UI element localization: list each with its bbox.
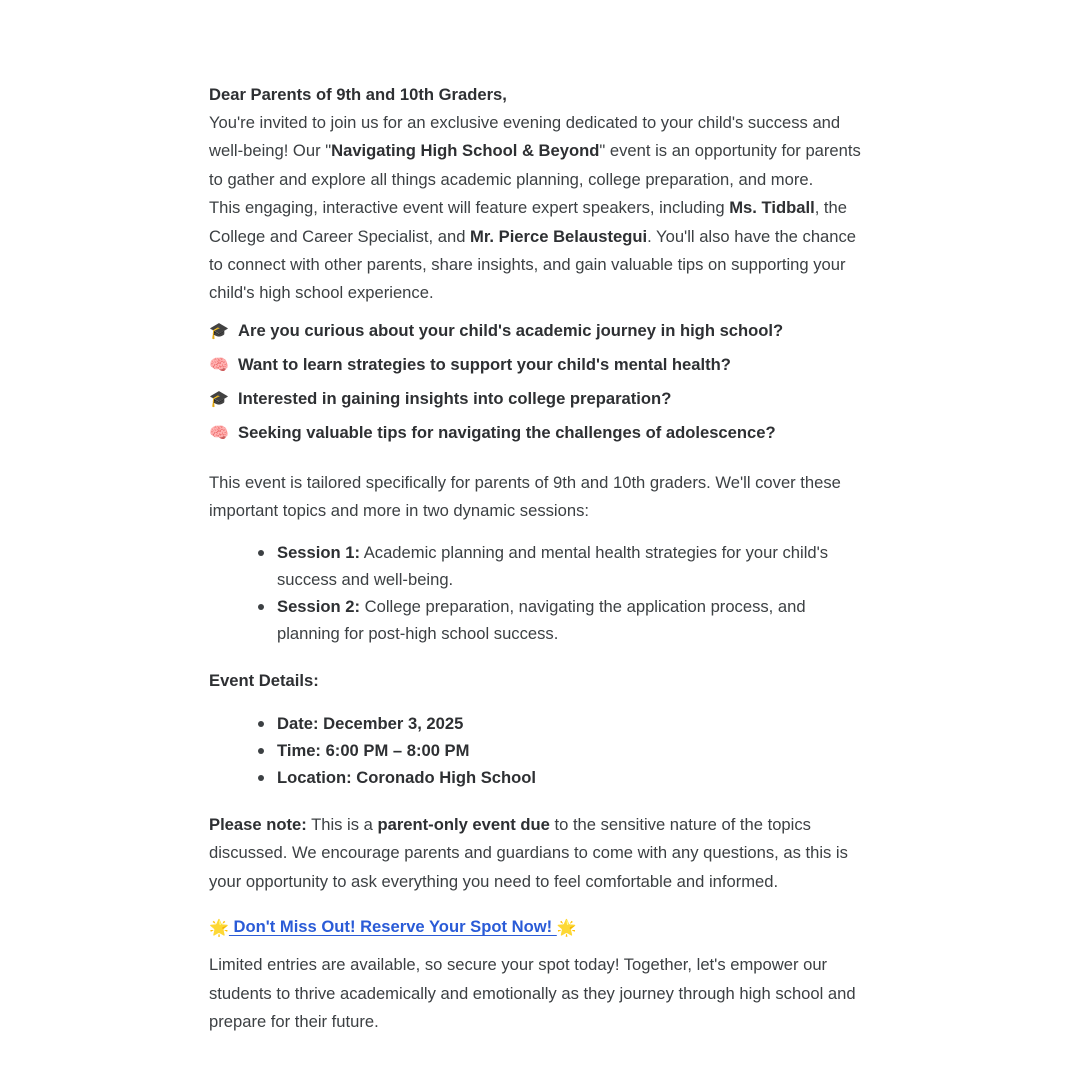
graduation-cap-icon: 🎓: [209, 389, 229, 409]
sessions-list: [209, 539, 861, 647]
sparkle-icon-right: 🌟: [556, 918, 577, 938]
list-item: [209, 348, 861, 382]
list-item: [209, 382, 861, 416]
question-text: Want to learn strategies to support your child's mental health?: [238, 355, 731, 375]
list-item: [277, 539, 861, 593]
list-item: [277, 593, 861, 647]
parent-only-emphasis: parent-only event due: [377, 814, 550, 834]
closing-paragraph: Limited entries are available, so secure your spot today! Together, let's empower our students to thrive academically and emotionally as they journey through high school and prepare for their future.: [209, 955, 856, 1031]
salutation: Dear Parents of 9th and 10th Graders,: [209, 85, 507, 104]
speaker-name-tidball: Ms. Tidball: [729, 198, 815, 218]
list-item: Date: December 3, 2025: [277, 710, 861, 737]
list-item: [209, 314, 861, 348]
brain-icon: 🧠: [209, 355, 229, 375]
intro-paragraph: [209, 109, 861, 194]
speaker-name-belaustegui: Mr. Pierce Belaustegui: [470, 226, 648, 246]
brain-icon: 🧠: [209, 423, 229, 443]
event-name: Navigating High School & Beyond: [331, 141, 600, 161]
speakers-text-3: . You'll also have the chance to connect with other parents, share insights, and gain valuable tips on supporting your child's high school experience.: [209, 226, 857, 303]
question-text: Interested in gaining insights into college preparation?: [238, 389, 672, 409]
intro-text-after: " event is an opportunity for parents to gather and explore all things academic planning, college preparation, and more.: [209, 141, 861, 189]
speakers-paragraph: [209, 194, 861, 308]
reserve-spot-link[interactable]: Don't Miss Out! Reserve Your Spot Now!: [228, 917, 557, 937]
list-item: [209, 416, 861, 450]
speakers-text-1: This engaging, interactive event will feature expert speakers, including: [209, 198, 730, 218]
session-label: Session 1:: [277, 543, 361, 563]
speakers-text-2: , the College and Career Specialist, and: [209, 198, 847, 246]
tailored-paragraph: This event is tailored specifically for parents of 9th and 10th graders. We'll cover these important topics and more in two dynamic sessions:: [209, 472, 841, 521]
question-text: Are you curious about your child's academic journey in high school?: [238, 320, 784, 340]
event-details-heading: Event Details:: [209, 671, 319, 691]
list-item: Time: 6:00 PM – 8:00 PM: [277, 737, 861, 764]
please-note-label: Please note:: [209, 814, 307, 834]
cta-line: [209, 912, 861, 943]
sparkle-icon-left: 🌟: [209, 918, 229, 938]
question-text: Seeking valuable tips for navigating the challenges of adolescence?: [238, 423, 776, 443]
session-label: Session 2:: [277, 597, 361, 617]
note-text-1: This is a: [306, 814, 378, 834]
question-list: [209, 314, 861, 451]
document-body: [209, 82, 861, 1036]
list-item: Location: Coronado High School: [277, 764, 861, 791]
event-details-list: [209, 710, 861, 791]
session-text: College preparation, navigating the application process, and planning for post-high school success.: [277, 597, 806, 644]
graduation-cap-icon: 🎓: [209, 320, 229, 340]
please-note-paragraph: [209, 811, 861, 896]
intro-text-before: You're invited to join us for an exclusive evening dedicated to your child's success and well-being! Our ": [209, 113, 841, 161]
note-text-2: to the sensitive nature of the topics discussed. We encourage parents and guardians to come with any questions, as this is your opportunity to ask everything you need to feel comfortable and informed.: [209, 814, 848, 891]
session-text: Academic planning and mental health strategies for your child's success and well-being.: [277, 543, 829, 590]
